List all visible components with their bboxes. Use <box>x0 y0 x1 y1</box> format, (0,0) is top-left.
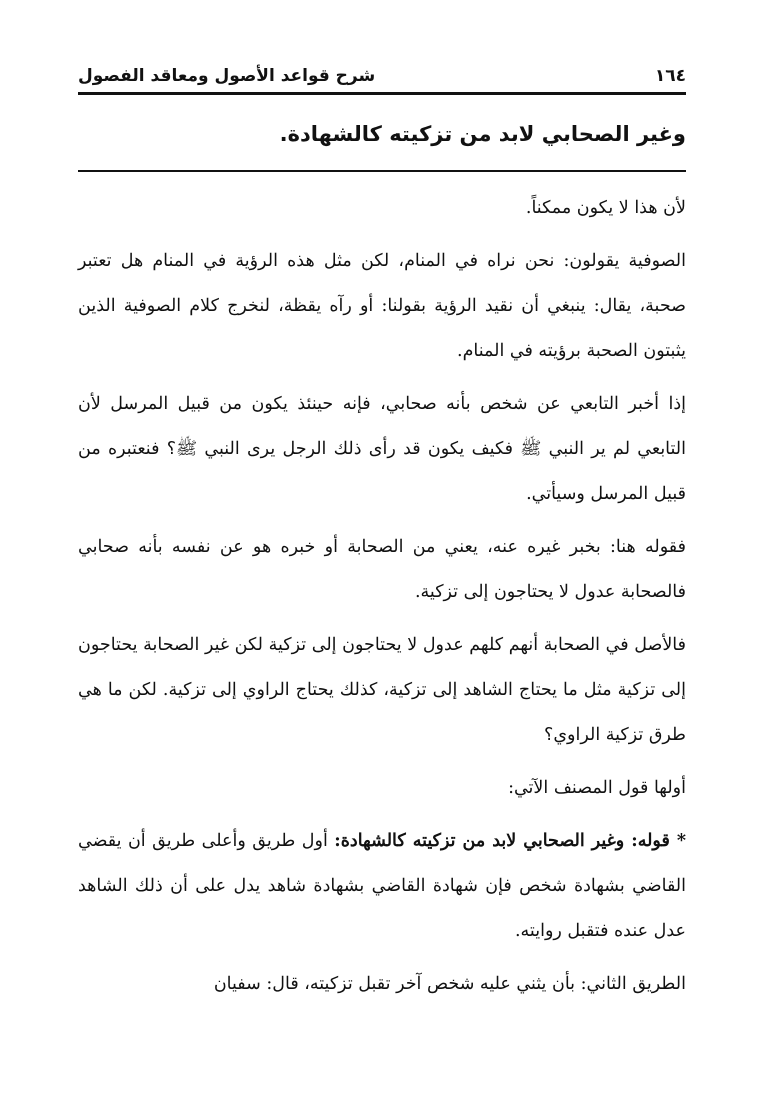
commentary-paragraph <box>78 819 686 954</box>
running-header <box>78 56 686 88</box>
commentary-body <box>78 186 686 1015</box>
paragraph: الصوفية يقولون: نحن نراه في المنام، لكن مثل هذه الرؤية في المنام هل تعتبر صحبة، يقال: ينبغي أن نقيد الرؤية بقولنا: أو رآه يقظة، لنخرج كلام الصوفية الذين يثبتون الصحبة برؤيته في المنام. <box>78 251 686 361</box>
quoted-matn: * قوله: وغير الصحابي لابد من تزكيته كالشهادة: <box>334 831 686 851</box>
matn-separator <box>78 170 686 172</box>
paragraph: لأن هذا لا يكون ممكناً. <box>525 198 686 218</box>
paragraph: الطريق الثاني: بأن يثني عليه شخص آخر تقبل تزكيته، قال: سفيان <box>213 974 686 994</box>
page-number: ١٦٤ <box>654 66 686 86</box>
book-title: شرح قواعد الأصول ومعاقد الفصول <box>78 66 376 86</box>
header-rule <box>78 92 686 95</box>
paragraph: فقوله هنا: بخبر غيره عنه، يعني من الصحابة أو خبره هو عن نفسه بأنه صحابي فالصحابة عدول لا يحتاجون إلى تزكية. <box>78 537 686 602</box>
paragraph: إذا أخبر التابعي عن شخص بأنه صحابي، فإنه حينئذ يكون من قبيل المرسل لأن التابعي لم ير النبي ﷺ فكيف يكون قد رأى ذلك الرجل يرى النبي ﷺ؟ فنعتبره من قبيل المرسل وسيأتي. <box>78 394 686 504</box>
paragraph: فالأصل في الصحابة أنهم كلهم عدول لا يحتاجون إلى تزكية لكن غير الصحابة يحتاجون إلى تزكية مثل ما يحتاج الشاهد إلى تزكية، كذلك يحتاج الراوي إلى تزكية. لكن ما هي طرق تزكية الراوي؟ <box>78 635 686 745</box>
paragraph: أولها قول المصنف الآتي: <box>508 778 686 798</box>
matn-text: وغير الصحابي لابد من تزكيته كالشهادة. <box>279 122 686 146</box>
commentary-text: أول طريق وأعلى طريق أن يقضي القاضي بشهادة شخص فإن شهادة القاضي بشهادة شاهد يدل على أن ذلك الشاهد عدل عنده فتقبل روايته. <box>78 831 686 941</box>
